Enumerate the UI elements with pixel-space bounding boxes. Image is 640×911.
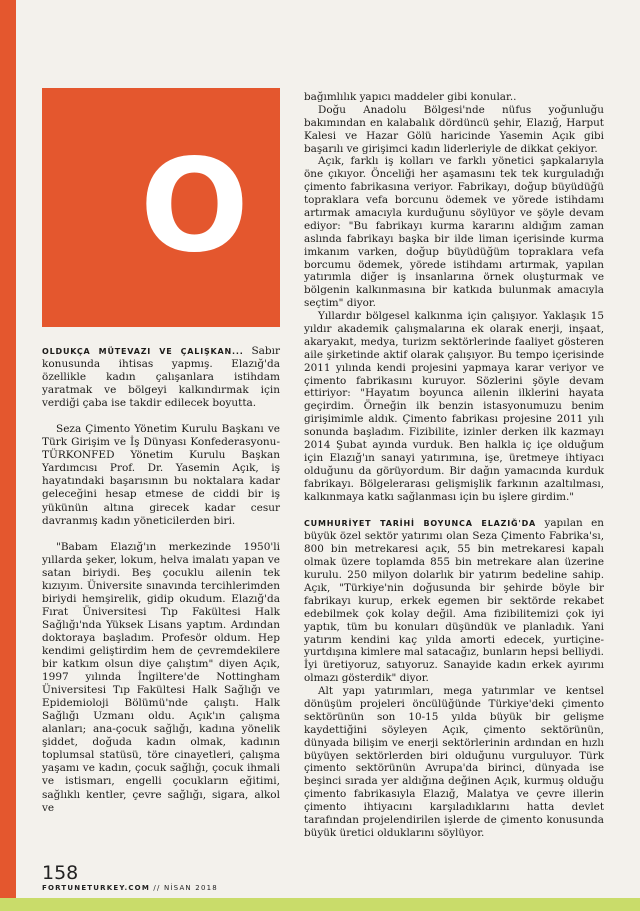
body-paragraph: Açık, farklı iş kolları ve farklı yönetici şapkalarıyla öne çıkıyor. Önceliği her aşamasını tek tek kurguladığı çimento fabrikasına veriyor. Fabrikayı, doğup büyüdüğü topraklara vefa borcunu ödemek ve yörede istihdamı artırmak amacıyla kurduğunu söylüyor ve şöyle devam ediyor: "Bu fabrikayı kurma kararını aldığım zaman aslında fabrikayı başka bir ilde liman içerisinde kurma imkanım varken, doğup büyüdüğüm topraklara vefa borcumu ödemek, yörede istihdamı artırmak, yapılan yatırımla diğer iş insanlarına örnek oluşturmak ve bölgenin kalkınmasına bir katkıda bulunmak amacıyla seçtim" diyor.: [304, 155, 604, 310]
drop-cap-letter: O: [140, 132, 249, 281]
body-paragraph: bağımlılık yapıcı maddeler gibi konular..: [304, 91, 517, 103]
section-lead-in: CUMHURİYET TARİHİ BOYUNCA ELAZIĞ'DA: [304, 518, 537, 528]
page-number: 158: [42, 862, 79, 884]
bottom-green-strip: [0, 898, 640, 911]
lead-paragraph-text: Sabır konusunda ihtisas yapmış. Elazığ'da özellikle kadın çalışanlara istihdam yaratmak ve bölgeyi kalkındırmak için verdiği çaba ise takdir edilecek boyutta.: [42, 345, 280, 410]
lead-paragraph: [42, 345, 280, 410]
footer-separator: //: [150, 884, 164, 892]
orange-edge-bar: [0, 0, 16, 911]
right-column: [304, 91, 604, 840]
footer-site: FORTUNETURKEY.COM: [42, 884, 150, 892]
lead-in: OLDUKÇA MÜTEVAZI VE ÇALIŞKAN...: [42, 347, 244, 356]
section-lead-paragraph: [304, 517, 604, 686]
body-paragraph: Seza Çimento Yönetim Kurulu Başkanı ve Türk Girişim ve İş Dünyası Konfederasyonu-TÜRKONFED Yönetim Kurulu Başkan Yardımcısı Prof. Dr. Yasemin Açık, iş hayatındaki başarısının bu noktalara kadar geleceğini hesap etmese de ciddi bir iş yükünün altına girecek kadar cesur davranmış kadın yöneticilerden biri.: [42, 423, 280, 527]
body-paragraph: Doğu Anadolu Bölgesi'nde nüfus yoğunluğu bakımından en kalabalık dördüncü şehir, Elazığ, Harput Kalesi ve Hazar Gölü haricinde Yasemin Açık gibi başarılı ve girişimci kadın liderleriyle de dikkat çekiyor.: [304, 103, 604, 155]
body-paragraph: "Babam Elazığ'ın merkezinde 1950'li yıllarda şeker, lokum, helva imalatı yapan ve satan biriydi. Beş çocuklu ailenin tek kızıyım. Üniversite sınavında tercihlerimden biriydi hemşirelik, gidip okudum. Elazığ'da Fırat Üniversitesi Tıp Fakültesi Halk Sağlığı'nda Yüksek Lisans yaptım. Ardından doktoraya başladım. Profesör oldum. Hep kendimi geliştirdim hem de çevremdekilere bir katkım olsun diye çalıştım" diyen Açık, 1997 yılında İngiltere'de Nottingham Üniversitesi Tıp Fakültesi Halk Sağlığı ve Epidemioloji Bölümü'nde çalıştı. Halk Sağlığı Uzmanı oldu. Açık'ın çalışma alanları; ana-çocuk sağlığı, kadına yönelik şiddet, doğuda kadın olmak, kadının toplumsal statüsü, töre cinayetleri, çalışma yaşamı ve kadın, çocuk sağlığı, çocuk ihmali ve istismarı, engelli çocukların eğitimi, sağlıklı kentler, çevre sağlığı, sigara, alkol ve: [42, 540, 280, 814]
footer-line: [42, 884, 218, 892]
body-paragraph: Yıllardır bölgesel kalkınma için çalışıyor. Yaklaşık 15 yıldır akademik çalışmalarına ek olarak enerji, inşaat, akaryakıt, medya, turizm sektörlerinde faaliyet gösteren aile şirketinde aktif olarak çalışıyor. Bu tempo içerisinde 2011 yılında kendi projesini yapmaya karar veriyor ve çimento fabrikasını kuruyor. Sözlerini şöyle devam ettiriyor: "Hayatım boyunca ailenin ilklerini hayata geçirdim. Örneğin ilk benzin istasyonumuzu benim girişimimle aldık. Çimento fabrikası projesine 2011 yılı sonunda başladım. Fizibilite, izinler derken ilk kazmayı 2014 Şubat ayında vurduk. Ben halkla iç içe olduğum için Elazığ'ın sanayi yatırımına, işe, üretmeye ihtiyacı olduğunu da görüyordum. Bir dağın yamacında kurduk fabrikayı. Bölgelerarası gelişmişlik farkının azaltılması, kalkınmaya katkı sağlanması için bu işlere girdim.": [304, 310, 604, 503]
body-paragraph: Alt yapı yatırımları, mega yatırımlar ve kentsel dönüşüm projeleri öncülüğünde Türkiye'deki çimento sektörünün son 10-15 yılda büyük bir gelişme kaydettiğini söyleyen Açık, çimento sektörünün, dünyada bilişim ve enerji sektörlerinin ardından en hızlı büyüyen sektörlerden biri olduğunu vurguluyor. Türk çimento sektörünün Avrupa'da birinci, dünyada ise beşinci sırada yer aldığına değinen Açık, kurmuş olduğu çimento fabrikasıyla Elazığ, Malatya ve çevre illerin çimento ihtiyacını karşıladıklarını hatta devlet tarafından projelendirilen işlerde de çimento konusunda büyük üretici olduklarını söylüyor.: [304, 685, 604, 839]
left-column: [42, 345, 280, 815]
footer-issue: NİSAN 2018: [163, 884, 218, 892]
section-lead-text: yapılan en büyük özel sektör yatırımı olan Seza Çimento Fabrika'sı, 800 bin metrekaresi açık, 55 bin metrekaresi kapalı olmak üzere toplamda 855 bin metrekare alan üzerine kurulu. 250 milyon dolarlık bir yatırım bedeline sahip. Açık, "Türkiye'nin doğusunda bir şehirde böyle bir fabrikayı kurup, erkek egemen bir sektörde rekabet edebilmek çok kolay değil. Ama fizibilitemizi çok iyi yaptık, tüm bu konuları düşündük ve planladık. Yani yatırım kendini kaç yılda amorti edecek, yurtiçine-yurtdışına kimlere mal satacağız, bunların hepsi belliydi. İyi üretiyoruz, satıyoruz. Sanayide kadın erkek ayırımı olmazı gösterdik" diyor.: [304, 516, 604, 685]
